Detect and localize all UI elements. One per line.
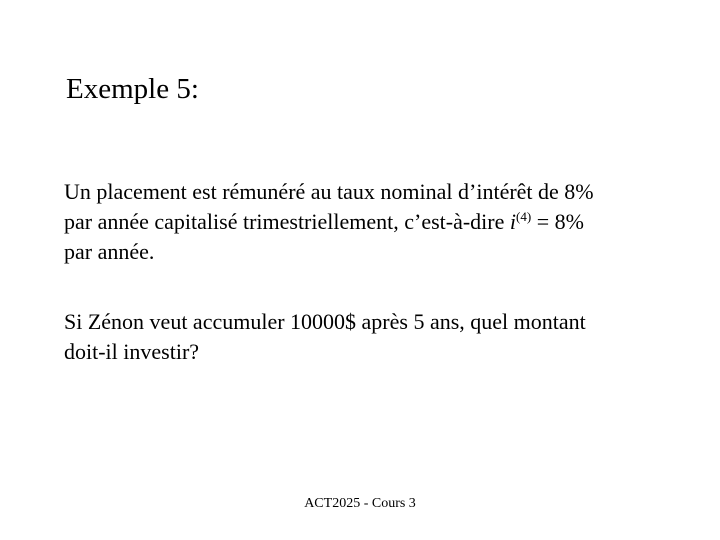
- rate-superscript: (4): [516, 209, 532, 224]
- slide-footer: ACT2025 - Cours 3: [304, 496, 416, 511]
- statement-line-3: par année.: [64, 239, 155, 264]
- statement-line-2-text: par année capitalisé trimestriellement, c’est-à-dire: [64, 209, 510, 234]
- slide-title: Exemple 5:: [66, 73, 199, 105]
- statement-line-2: [64, 207, 664, 237]
- rate-value: = 8%: [531, 209, 584, 234]
- question: [64, 307, 664, 367]
- question-line-1: Si Zénon veut accumuler 10000$ après 5 ans, quel montant: [64, 309, 586, 334]
- rate-symbol: i: [509, 209, 517, 234]
- problem-statement: [64, 177, 664, 267]
- statement-line-1: Un placement est rémunéré au taux nominal d’intérêt de 8%: [64, 179, 594, 204]
- question-line-2: doit-il investir?: [64, 339, 200, 364]
